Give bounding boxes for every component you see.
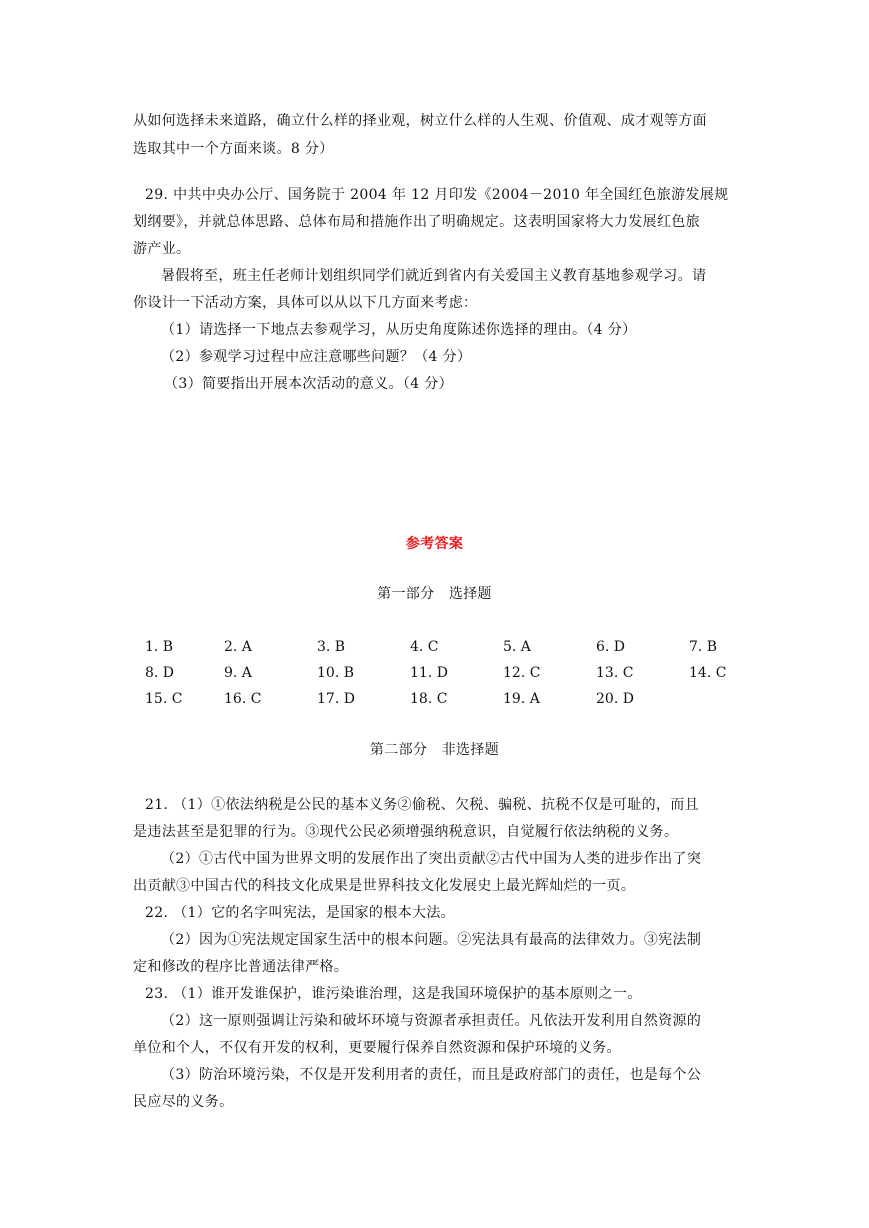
choice-answer: 12. C: [503, 665, 541, 681]
choice-answer: 8. D: [145, 665, 175, 681]
choice-answer: 14. C: [689, 665, 727, 681]
choice-answer: 11. D: [410, 665, 448, 681]
choice-answer: 1. B: [145, 639, 174, 655]
choice-answer: 10. B: [317, 665, 355, 681]
answer-23-line-4: （3）防治环境污染，不仅是开发利用者的责任，而且是政府部门的责任，也是每个公: [161, 1067, 702, 1083]
choice-answer: 2. A: [224, 639, 252, 655]
choice-answer: 19. A: [503, 691, 540, 707]
q29-sub-1: （1）请选择一下地点去参观学习，从历史角度陈述你选择的理由。（4 分）: [161, 322, 637, 338]
q29-sub-3: （3）简要指出开展本次活动的意义。（4 分）: [164, 376, 453, 392]
choice-answer: 7. B: [689, 639, 718, 655]
q29-line-1: 29. 中共中央办公厅、国务院于 2004 年 12 月印发《2004－2010 年全国红色旅游发展规: [145, 187, 729, 203]
answer-22-line-1: 22. （1）它的名字叫宪法，是国家的根本大法。: [145, 905, 456, 921]
answer-23-line-3: 单位和个人，不仅有开发的权利，更要履行保养自然资源和保护环境的义务。: [133, 1040, 621, 1056]
choice-answer: 9. A: [224, 665, 252, 681]
choice-answer: 15. C: [145, 691, 183, 707]
q29-sub-2: （2）参观学习过程中应注意哪些问题？（4 分）: [161, 349, 472, 365]
choice-answer: 4. C: [410, 639, 439, 655]
answer-23-line-2: （2）这一原则强调让污染和破坏环境与资源者承担责任。凡依法开发利用自然资源的: [161, 1013, 702, 1029]
answer-23-line-1: 23. （1）谁开发谁保护，谁污染谁治理，这是我国环境保护的基本原则之一。: [145, 986, 642, 1002]
answer-21-line-3: （2）①古代中国为世界文明的发展作出了突出贡献②古代中国为人类的进步作出了突: [161, 851, 702, 867]
answers-title: 参考答案: [405, 536, 464, 552]
choice-answer: 20. D: [596, 691, 634, 707]
answer-21-line-2: 是违法甚至是犯罪的行为。③现代公民必须增强纳税意识，自觉履行依法纳税的义务。: [133, 824, 679, 840]
choice-answer: 18. C: [410, 691, 448, 707]
choice-answer: 6. D: [596, 639, 626, 655]
answer-23-line-5: 民应尽的义务。: [133, 1094, 234, 1110]
q29-line-4: 暑假将至，班主任老师计划组织同学们就近到省内有关爱国主义教育基地参观学习。请: [161, 268, 707, 284]
part2-title: 第二部分 非选择题: [369, 742, 500, 758]
choice-answer: 17. D: [317, 691, 355, 707]
choice-answer: 5. A: [503, 639, 531, 655]
choice-answer: 16. C: [224, 691, 262, 707]
answer-21-line-4: 出贡献③中国古代的科技文化成果是世界科技文化发展史上最光辉灿烂的一页。: [133, 878, 636, 894]
part1-title: 第一部分 选择题: [377, 586, 492, 602]
answer-22-line-3: 定和修改的程序比普通法律严格。: [133, 959, 349, 975]
q29-line-5: 你设计一下活动方案，具体可以从以下几方面来考虑：: [133, 295, 478, 311]
answer-22-line-2: （2）因为①宪法规定国家生活中的根本问题。②宪法具有最高的法律效力。③宪法制: [161, 932, 702, 948]
q29-line-2: 划纲要》，并就总体思路、总体布局和措施作出了明确规定。这表明国家将大力发展红色旅: [133, 214, 700, 230]
answer-21-line-1: 21. （1）①依法纳税是公民的基本义务②偷税、欠税、骗税、抗税不仅是可耻的，而且: [145, 797, 699, 813]
choice-answer: 13. C: [596, 665, 634, 681]
q29-line-3: 游产业。: [133, 241, 191, 257]
q28-line-1: 从如何选择未来道路，确立什么样的择业观，树立什么样的人生观、价值观、成才观等方面: [133, 113, 707, 129]
q28-line-2: 选取其中一个方面来谈。8 分）: [133, 141, 334, 157]
choice-answer: 3. B: [317, 639, 346, 655]
